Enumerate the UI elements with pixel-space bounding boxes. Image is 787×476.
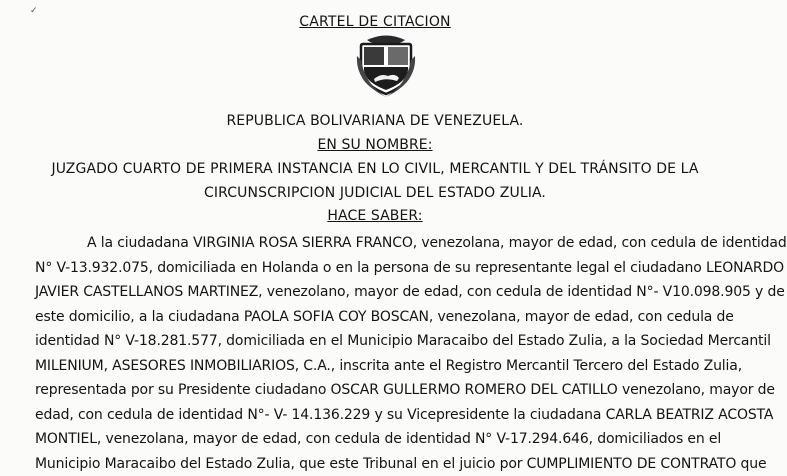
body-line: edad, con cedula de identidad N°- V- 14.136.229 y su Vicepresidente la ciudadana CARLA BEATRIZ ACOSTA: [35, 403, 715, 428]
body-line: identidad N° V-18.281.577, domiciliada en el Municipio Maracaibo del Estado Zulia, a la Sociedad Mercantil: [35, 329, 715, 354]
court-name-line-1: JUZGADO CUARTO DE PRIMERA INSTANCIA EN LO CIVIL, MERCANTIL Y DEL TRÁNSITO DE LA: [0, 161, 750, 177]
citation-body: [35, 231, 715, 476]
coat-of-arms-icon: [355, 34, 417, 98]
republic-heading: REPUBLICA BOLIVARIANA DE VENEZUELA.: [0, 113, 750, 129]
body-line: N° V-13.932.075, domiciliada en Holanda o en la persona de su representante legal el ciudadano LEONARDO: [35, 256, 715, 281]
body-line: JAVIER CASTELLANOS MARTINEZ, venezolano, mayor de edad, con cedula de identidad N°- V10.098.905 y de: [35, 280, 715, 305]
body-line: A la ciudadana VIRGINIA ROSA SIERRA FRANCO, venezolana, mayor de edad, con cedula de identidad: [35, 231, 715, 256]
hace-saber-heading: HACE SABER:: [0, 208, 750, 224]
pen-mark: ✓: [30, 6, 38, 16]
court-name-line-2: CIRCUNSCRIPCION JUDICIAL DEL ESTADO ZULIA.: [0, 185, 750, 201]
body-line: representada por su Presidente ciudadano OSCAR GULLERMO ROMERO DEL CATILLO venezolano, mayor de: [35, 378, 715, 403]
document-title: CARTEL DE CITACION: [0, 14, 750, 30]
en-su-nombre-heading: EN SU NOMBRE:: [0, 137, 750, 153]
body-line: MILENIUM, ASESORES INMOBILIARIOS, C.A., inscrita ante el Registro Mercantil Tercero del Estado Zulia,: [35, 354, 715, 379]
body-line: este domicilio, a la ciudadana PAOLA SOFIA COY BOSCAN, venezolana, mayor de edad, con cedula de: [35, 305, 715, 330]
body-line: Municipio Maracaibo del Estado Zulia, que este Tribunal en el juicio por CUMPLIMIENTO DE CONTRATO que: [35, 452, 715, 476]
body-line: MONTIEL, venezolana, mayor de edad, con cedula de identidad N° V-17.294.646, domiciliados en el: [35, 427, 715, 452]
